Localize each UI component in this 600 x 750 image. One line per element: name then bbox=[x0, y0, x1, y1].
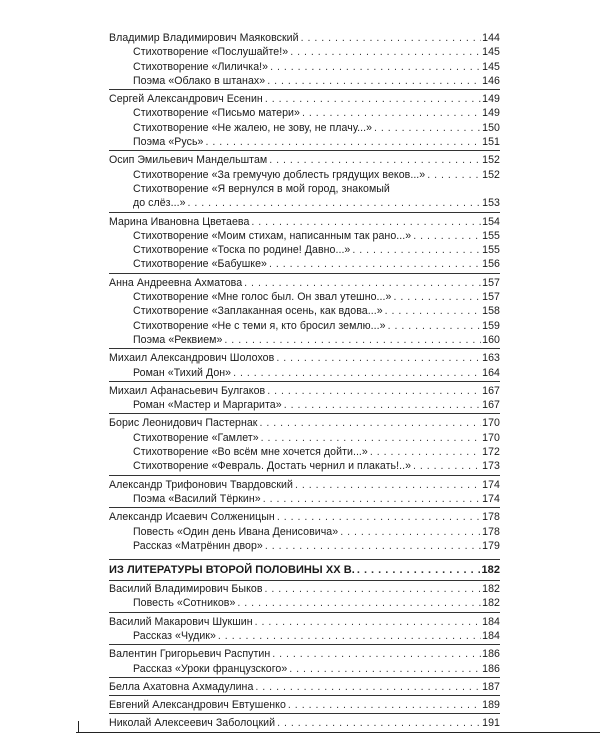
dot-leader bbox=[267, 74, 481, 88]
dot-leader bbox=[413, 459, 481, 473]
work-row bbox=[109, 431, 500, 445]
work-row-page-number: 179 bbox=[482, 539, 500, 552]
entry-divider bbox=[109, 677, 500, 678]
table-of-contents bbox=[109, 27, 500, 731]
author-row-page-number: 170 bbox=[482, 417, 500, 430]
toc-work-entry bbox=[109, 257, 500, 271]
author-row-title: Василий Макарович Шукшин bbox=[109, 615, 253, 628]
work-row bbox=[109, 74, 500, 88]
work-row-page-number: 145 bbox=[482, 60, 500, 73]
toc-author-entry bbox=[109, 351, 500, 380]
author-row bbox=[109, 31, 500, 45]
work-row bbox=[109, 333, 500, 347]
dot-leader bbox=[388, 319, 482, 333]
author-row-title: Евгений Александрович Евтушенко bbox=[109, 699, 286, 712]
work-row-title: Стихотворение «Бабушке» bbox=[133, 258, 267, 271]
toc-work-entry bbox=[109, 492, 500, 506]
author-row-page-number: 152 bbox=[482, 154, 500, 167]
author-row-title: Владимир Владимирович Маяковский bbox=[109, 32, 299, 44]
author-row-page-number: 178 bbox=[482, 511, 500, 524]
author-row bbox=[109, 351, 500, 365]
toc-author-entry bbox=[109, 615, 500, 644]
work-row-page-number: 178 bbox=[482, 525, 500, 538]
work-row-title: Поэма «Реквием» bbox=[133, 333, 223, 346]
work-row-page-number: 157 bbox=[482, 291, 500, 304]
dot-leader bbox=[374, 121, 481, 135]
toc-work-entry bbox=[109, 662, 500, 676]
entry-divider bbox=[109, 507, 500, 508]
author-row bbox=[109, 615, 500, 629]
author-row-title: Сергей Александрович Есенин bbox=[109, 93, 263, 106]
author-row-page-number: 191 bbox=[482, 717, 500, 730]
work-row bbox=[109, 168, 500, 182]
dot-leader bbox=[393, 290, 481, 304]
author-row-title: Анна Андреевна Ахматова bbox=[109, 276, 243, 289]
toc-work-entry bbox=[109, 304, 500, 318]
work-row-title: Стихотворение «Мне голос был. Он звал утешно...» bbox=[133, 291, 392, 304]
toc-author-entry bbox=[109, 153, 500, 210]
dot-leader bbox=[357, 563, 481, 578]
work-row-page-number: 186 bbox=[482, 662, 500, 675]
work-row-title: Роман «Мастер и Маргарита» bbox=[133, 399, 282, 412]
dot-leader bbox=[352, 243, 481, 257]
author-row bbox=[109, 215, 500, 229]
work-row bbox=[109, 629, 500, 643]
work-row-continued bbox=[109, 196, 500, 210]
work-row-page-number: 146 bbox=[482, 74, 500, 87]
entry-divider bbox=[109, 273, 500, 274]
toc-work-entry bbox=[109, 60, 500, 74]
dot-leader bbox=[288, 698, 481, 712]
dot-leader bbox=[261, 431, 482, 445]
section-row-page-number: 182 bbox=[481, 564, 500, 577]
author-row bbox=[109, 153, 500, 167]
work-row-page-number: 173 bbox=[482, 460, 500, 473]
work-row bbox=[109, 121, 500, 135]
author-row-page-number: 186 bbox=[482, 648, 500, 661]
work-row-page-number: 172 bbox=[482, 446, 500, 459]
work-row-page-number: 152 bbox=[482, 168, 500, 181]
author-row-page-number: 149 bbox=[482, 93, 500, 106]
work-row-title: Роман «Тихий Дон» bbox=[133, 366, 232, 379]
toc-work-entry bbox=[109, 243, 500, 257]
dot-leader bbox=[302, 106, 481, 120]
toc-work-entry bbox=[109, 229, 500, 243]
work-row bbox=[109, 492, 500, 506]
entry-divider bbox=[109, 695, 500, 696]
work-row bbox=[109, 243, 500, 257]
work-row-title: Стихотворение «Не с теми я, кто бросил землю...» bbox=[133, 319, 386, 332]
dot-leader bbox=[265, 92, 481, 106]
work-row-title: Повесть «Один день Ивана Денисовича» bbox=[133, 525, 339, 538]
work-row bbox=[109, 257, 500, 271]
work-row-title: Стихотворение «Тоска по родине! Давно...» bbox=[133, 244, 351, 257]
toc-work-entry bbox=[109, 445, 500, 459]
toc-author-entry bbox=[109, 698, 500, 712]
toc-work-entry bbox=[109, 121, 500, 135]
work-row-continued-page-number: 153 bbox=[482, 197, 500, 210]
footer-rule bbox=[76, 732, 600, 733]
dot-leader bbox=[269, 257, 481, 271]
entry-divider bbox=[109, 475, 500, 476]
work-row bbox=[109, 459, 500, 473]
toc-work-entry bbox=[109, 135, 500, 149]
work-row-page-number: 155 bbox=[482, 229, 500, 242]
work-row-page-number: 145 bbox=[482, 46, 500, 59]
work-row-page-number: 170 bbox=[482, 431, 500, 444]
work-row bbox=[109, 319, 500, 333]
work-row bbox=[109, 290, 500, 304]
dot-leader bbox=[251, 215, 481, 229]
toc-work-entry bbox=[109, 333, 500, 347]
author-row-title: Василий Владимирович Быков bbox=[109, 583, 263, 596]
work-row bbox=[109, 525, 500, 539]
author-row-title: Валентин Григорьевич Распутин bbox=[109, 648, 271, 661]
dot-leader bbox=[295, 478, 481, 492]
work-row bbox=[109, 304, 500, 318]
author-row-page-number: 154 bbox=[482, 215, 500, 228]
work-row bbox=[109, 596, 500, 610]
work-row-page-number: 158 bbox=[482, 305, 500, 318]
author-row-page-number: 167 bbox=[482, 384, 500, 397]
dot-leader bbox=[269, 153, 481, 167]
author-row-title: Николай Алексеевич Заболоцкий bbox=[109, 717, 276, 730]
section-heading bbox=[109, 563, 500, 578]
author-row-page-number: 144 bbox=[482, 32, 500, 44]
author-row bbox=[109, 276, 500, 290]
author-row-title: Михаил Афанасьевич Булгаков bbox=[109, 384, 266, 397]
work-row-page-number: 156 bbox=[482, 258, 500, 271]
dot-leader bbox=[263, 492, 481, 506]
toc-work-entry bbox=[109, 168, 500, 182]
dot-leader bbox=[270, 60, 481, 74]
author-row bbox=[109, 698, 500, 712]
dot-leader bbox=[259, 416, 481, 430]
footer-tick-mark bbox=[78, 721, 79, 732]
work-row-title: Рассказ «Чудик» bbox=[133, 629, 216, 642]
dot-leader bbox=[255, 615, 482, 629]
toc-work-entry bbox=[109, 366, 500, 380]
work-row-title: Поэма «Русь» bbox=[133, 136, 204, 149]
author-row-title: Марина Ивановна Цветаева bbox=[109, 215, 250, 228]
work-row-page-number: 149 bbox=[482, 107, 500, 120]
author-row-page-number: 182 bbox=[482, 583, 500, 596]
dot-leader bbox=[427, 168, 481, 182]
dot-leader bbox=[233, 366, 481, 380]
author-row bbox=[109, 416, 500, 430]
author-row bbox=[109, 510, 500, 524]
work-row bbox=[109, 662, 500, 676]
work-row bbox=[109, 445, 500, 459]
toc-author-entry bbox=[109, 510, 500, 553]
author-row-title: Осип Эмильевич Мандельштам bbox=[109, 154, 268, 167]
toc-work-entry bbox=[109, 290, 500, 304]
dot-leader bbox=[267, 384, 481, 398]
dot-leader bbox=[265, 582, 482, 596]
author-row-page-number: 189 bbox=[482, 699, 500, 712]
work-row-page-number: 184 bbox=[482, 629, 500, 642]
toc-work-entry bbox=[109, 596, 500, 610]
author-row-title: Михаил Александрович Шолохов bbox=[109, 352, 275, 365]
toc-author-entry bbox=[109, 647, 500, 676]
toc-author-entry bbox=[109, 31, 500, 88]
dot-leader bbox=[255, 680, 481, 694]
dot-leader bbox=[370, 445, 481, 459]
toc-author-entry bbox=[109, 276, 500, 347]
work-row-title: Стихотворение «Письмо матери» bbox=[133, 107, 300, 120]
author-row-page-number: 174 bbox=[482, 478, 500, 491]
work-row-title: Стихотворение «Заплаканная осень, как вдова...» bbox=[133, 305, 383, 318]
dot-leader bbox=[277, 510, 481, 524]
dot-leader bbox=[218, 629, 481, 643]
author-row bbox=[109, 582, 500, 596]
work-row-page-number: 174 bbox=[482, 492, 500, 505]
work-row-title: Стихотворение «За гремучую доблесть грядущих веков...» bbox=[133, 168, 426, 181]
section-row bbox=[109, 563, 500, 578]
work-row-title: Поэма «Василий Тёркин» bbox=[133, 492, 261, 505]
toc-work-entry bbox=[109, 74, 500, 88]
toc-author-entry bbox=[109, 215, 500, 272]
toc-work-entry bbox=[109, 525, 500, 539]
entry-divider bbox=[109, 89, 500, 90]
dot-leader bbox=[265, 539, 481, 553]
author-row-title: Александр Трифонович Твардовский bbox=[109, 478, 293, 491]
entry-divider bbox=[109, 644, 500, 645]
toc-author-entry bbox=[109, 416, 500, 473]
work-row-title: Стихотворение «Февраль. Достать чернил и плакать!..» bbox=[133, 460, 412, 473]
entry-divider bbox=[109, 212, 500, 213]
entry-divider bbox=[109, 150, 500, 151]
work-row-title: Рассказ «Уроки французского» bbox=[133, 662, 288, 675]
toc-author-entry bbox=[109, 680, 500, 694]
toc-author-entry bbox=[109, 716, 500, 730]
dot-leader bbox=[340, 525, 481, 539]
work-row-continued-title: до слёз...» bbox=[133, 197, 186, 210]
toc-author-entry bbox=[109, 384, 500, 413]
section-divider-top bbox=[109, 559, 500, 560]
work-row-title: Повесть «Сотников» bbox=[133, 597, 236, 610]
author-row-title: Белла Ахатовна Ахмадулина bbox=[109, 680, 254, 693]
author-row-page-number: 184 bbox=[482, 615, 500, 628]
toc-author-entry bbox=[109, 478, 500, 507]
toc-work-entry bbox=[109, 45, 500, 59]
section-divider-bottom bbox=[109, 580, 500, 581]
author-row bbox=[109, 647, 500, 661]
work-row-title: Рассказ «Матрёнин двор» bbox=[133, 539, 263, 552]
work-row bbox=[109, 229, 500, 243]
toc-work-entry bbox=[109, 459, 500, 473]
work-row-page-number: 159 bbox=[482, 319, 500, 332]
work-row-title: Стихотворение «Гамлет» bbox=[133, 431, 259, 444]
work-row-page-number: 155 bbox=[482, 244, 500, 257]
work-row-page-number: 167 bbox=[482, 399, 500, 412]
work-row-title: Стихотворение «Я вернулся в мой город, знакомый bbox=[133, 182, 390, 195]
toc-author-entry bbox=[109, 582, 500, 611]
work-row bbox=[109, 182, 500, 196]
work-row-title: Стихотворение «Послушайте!» bbox=[133, 46, 289, 59]
work-row-title: Поэма «Облако в штанах» bbox=[133, 74, 266, 87]
entry-divider bbox=[109, 381, 500, 382]
work-row bbox=[109, 45, 500, 59]
toc-work-entry bbox=[109, 106, 500, 120]
work-row-page-number: 182 bbox=[482, 597, 500, 610]
author-row-title: Борис Леонидович Пастернак bbox=[109, 417, 258, 430]
dot-leader bbox=[205, 135, 481, 149]
entry-divider bbox=[109, 413, 500, 414]
dot-leader bbox=[289, 662, 481, 676]
dot-leader bbox=[276, 351, 481, 365]
dot-leader bbox=[413, 229, 481, 243]
author-row-page-number: 157 bbox=[482, 276, 500, 289]
toc-work-entry bbox=[109, 319, 500, 333]
work-row bbox=[109, 60, 500, 74]
author-row bbox=[109, 478, 500, 492]
toc-author-entry bbox=[109, 92, 500, 149]
dot-leader bbox=[224, 333, 481, 347]
dot-leader bbox=[301, 31, 482, 45]
author-row-page-number: 187 bbox=[482, 680, 500, 693]
dot-leader bbox=[272, 647, 481, 661]
dot-leader bbox=[290, 45, 481, 59]
work-row bbox=[109, 106, 500, 120]
dot-leader bbox=[244, 276, 481, 290]
author-row bbox=[109, 716, 500, 730]
work-row-title: Стихотворение «Во всём мне хочется дойти...» bbox=[133, 446, 368, 459]
work-row-page-number: 160 bbox=[482, 333, 500, 346]
work-row bbox=[109, 366, 500, 380]
work-row-page-number: 150 bbox=[482, 121, 500, 134]
dot-leader bbox=[188, 196, 482, 210]
entry-divider bbox=[109, 348, 500, 349]
author-row bbox=[109, 384, 500, 398]
section-row-title: ИЗ ЛИТЕРАТУРЫ ВТОРОЙ ПОЛОВИНЫ XX В. bbox=[109, 564, 355, 577]
toc-work-entry bbox=[109, 182, 500, 211]
author-row bbox=[109, 680, 500, 694]
dot-leader bbox=[237, 596, 481, 610]
entry-divider bbox=[109, 713, 500, 714]
author-row bbox=[109, 92, 500, 106]
work-row-title: Стихотворение «Моим стихам, написанным так рано...» bbox=[133, 229, 412, 242]
entry-divider bbox=[109, 612, 500, 613]
toc-work-entry bbox=[109, 398, 500, 412]
dot-leader bbox=[284, 398, 481, 412]
author-row-title: Александр Исаевич Солженицын bbox=[109, 511, 275, 524]
work-row bbox=[109, 135, 500, 149]
toc-work-entry bbox=[109, 629, 500, 643]
dot-leader bbox=[385, 304, 482, 318]
author-row-page-number: 163 bbox=[482, 352, 500, 365]
work-row-title: Стихотворение «Лиличка!» bbox=[133, 60, 269, 73]
toc-work-entry bbox=[109, 431, 500, 445]
work-row-title: Стихотворение «Не жалею, не зову, не плачу...» bbox=[133, 121, 373, 134]
toc-work-entry bbox=[109, 539, 500, 553]
work-row-page-number: 151 bbox=[482, 136, 500, 149]
work-row bbox=[109, 539, 500, 553]
work-row bbox=[109, 398, 500, 412]
work-row-page-number: 164 bbox=[482, 366, 500, 379]
dot-leader bbox=[277, 716, 481, 730]
